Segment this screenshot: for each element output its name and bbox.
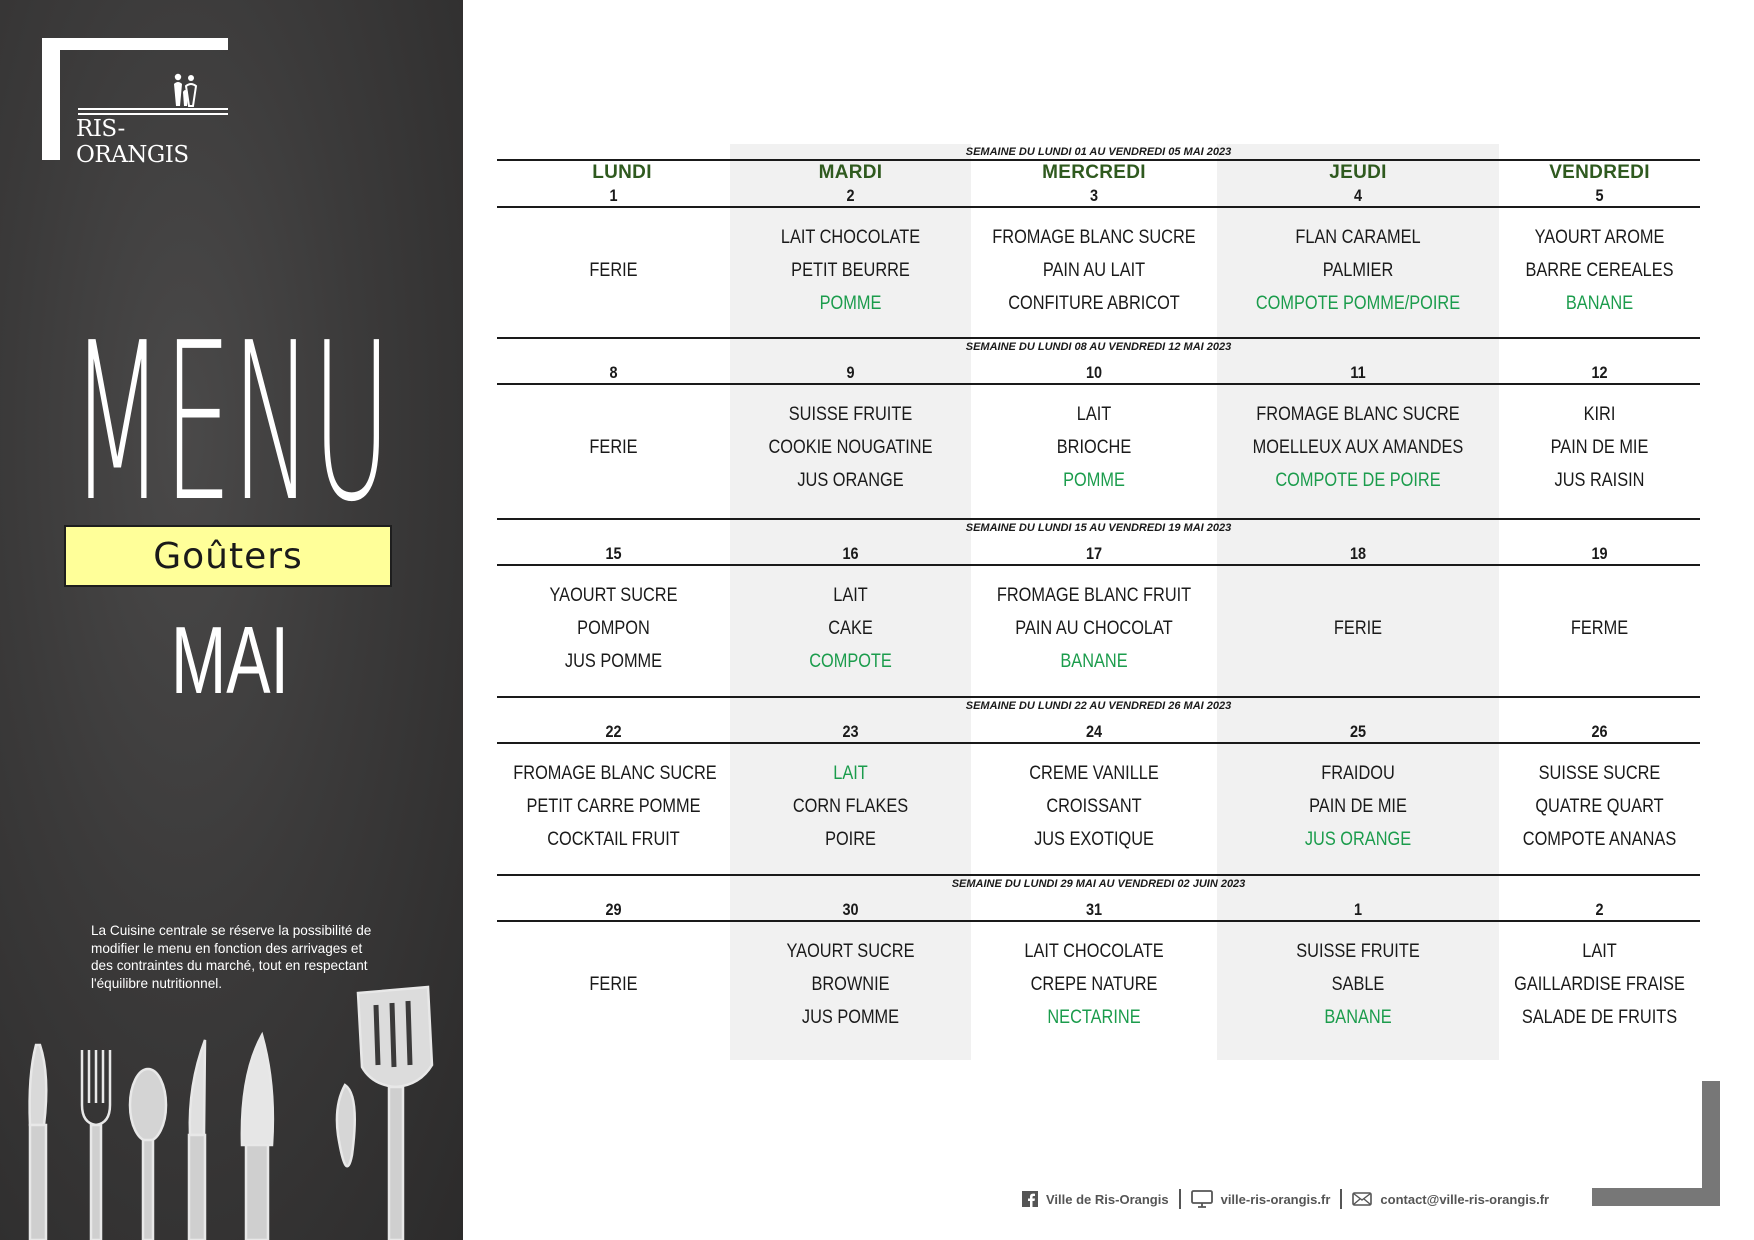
menu-item: BROWNIE <box>811 974 890 995</box>
menu-cell-mercredi <box>971 935 1217 1034</box>
footer-separator <box>1179 1189 1181 1209</box>
menu-item: YAOURT SUCRE <box>549 585 678 606</box>
date-mardi: 16 <box>842 544 859 563</box>
menu-item: BRIOCHE <box>1056 437 1132 458</box>
date-mercredi: 24 <box>1085 722 1103 741</box>
menu-item: CROISSANT <box>1046 796 1142 817</box>
date-lundi: 22 <box>605 722 622 741</box>
date-mercredi: 17 <box>1085 544 1103 563</box>
menu-item: JUS POMME <box>564 651 663 672</box>
footer-facebook[interactable] <box>1022 1191 1169 1207</box>
menu-title <box>66 290 396 520</box>
divider <box>497 518 1700 520</box>
menu-cell-jeudi <box>1217 935 1499 1034</box>
menu-item: CREME VANILLE <box>1029 763 1159 784</box>
menu-cell-mardi <box>730 221 971 320</box>
menu-item: CORN FLAKES <box>792 796 909 817</box>
email-text: contact@ville-ris-orangis.fr <box>1380 1191 1550 1207</box>
menu-item: CREPE NATURE <box>1030 974 1158 995</box>
menu-item: FROMAGE BLANC FRUIT <box>996 585 1192 606</box>
menu-item: GAILLARDISE FRAISE <box>1514 974 1685 995</box>
menu-item: FROMAGE BLANC SUCRE <box>992 227 1196 248</box>
date-vendredi: 19 <box>1591 544 1608 563</box>
month-title-text: MAI <box>171 607 289 705</box>
menu-item: SABLE <box>1331 974 1385 995</box>
menu-cell-mardi <box>730 398 971 497</box>
date-mardi: 30 <box>842 900 859 919</box>
menu-item: SUISSE FRUITE <box>788 404 913 425</box>
utensils-illustration <box>0 985 463 1240</box>
menu-cell-lundi <box>497 757 730 856</box>
day-header-mardi: MARDI <box>818 162 883 183</box>
menu-title-text: MENU <box>71 297 391 520</box>
facebook-text: Ville de Ris-Orangis <box>1046 1191 1169 1207</box>
menu-cell-mercredi <box>971 757 1217 856</box>
footer-email[interactable] <box>1352 1192 1549 1207</box>
website-text: ville-ris-orangis.fr <box>1220 1191 1331 1207</box>
menu-item: YAOURT SUCRE <box>786 941 915 962</box>
menu-item: PAIN DE MIE <box>1550 437 1649 458</box>
menu-item: KIRI <box>1583 404 1616 425</box>
footer-separator <box>1340 1189 1342 1209</box>
month-title <box>160 605 300 705</box>
menu-cell-jeudi <box>1217 221 1499 320</box>
menu-item: PAIN AU CHOCOLAT <box>1015 618 1173 639</box>
menu-item: FRAIDOU <box>1321 763 1395 784</box>
date-jeudi: 1 <box>1353 900 1363 919</box>
menu-cell-mercredi <box>971 221 1217 320</box>
menu-item: PAIN AU LAIT <box>1042 260 1146 281</box>
date-mercredi: 3 <box>1089 186 1099 205</box>
date-lundi: 1 <box>609 186 618 205</box>
menu-item: FERIE <box>1333 618 1383 639</box>
menu-item: YAOURT AROME <box>1534 227 1665 248</box>
menu-item: COMPOTE ANANAS <box>1522 829 1677 850</box>
date-vendredi: 5 <box>1595 186 1604 205</box>
date-jeudi: 18 <box>1349 544 1367 563</box>
menu-cell-vendredi <box>1499 935 1700 1034</box>
menu-item: COCKTAIL FRUIT <box>547 829 680 850</box>
menu-cell-vendredi <box>1499 757 1700 856</box>
menu-cell-lundi <box>497 254 730 287</box>
fruit-item: COMPOTE POMME/POIRE <box>1255 293 1461 314</box>
date-jeudi: 11 <box>1350 363 1366 382</box>
date-jeudi: 25 <box>1349 722 1367 741</box>
footer <box>1022 1187 1549 1211</box>
fruit-item: POMME <box>819 293 882 314</box>
menu-item: LAIT CHOCOLATE <box>1024 941 1164 962</box>
fruit-item: JUS ORANGE <box>1304 829 1412 850</box>
gouters-label: Goûters <box>64 525 392 587</box>
date-mardi: 2 <box>846 186 855 205</box>
menu-item: FLAN CARAMEL <box>1295 227 1421 248</box>
menu-cell-mardi <box>730 579 971 678</box>
menu-item: JUS RAISIN <box>1554 470 1645 491</box>
date-jeudi: 4 <box>1353 186 1363 205</box>
day-header-vendredi: VENDREDI <box>1549 162 1650 183</box>
menu-item: FERIE <box>589 437 638 458</box>
corner-bracket <box>1592 1081 1720 1206</box>
menu-item: JUS POMME <box>801 1007 900 1028</box>
week-label: SEMAINE DU LUNDI 01 AU VENDREDI 05 MAI 2023 <box>965 146 1232 158</box>
menu-item: PETIT CARRE POMME <box>526 796 701 817</box>
facebook-icon <box>1022 1191 1038 1207</box>
day-header-lundi: LUNDI <box>592 162 652 183</box>
menu-cell-jeudi <box>1217 398 1499 497</box>
menu-cell-mardi <box>730 935 971 1034</box>
logo-lines <box>78 108 228 110</box>
date-lundi: 8 <box>609 363 618 382</box>
menu-item: FERIE <box>589 260 638 281</box>
menu-cell-vendredi <box>1499 612 1700 645</box>
date-vendredi: 26 <box>1591 722 1608 741</box>
footer-website[interactable] <box>1191 1190 1331 1208</box>
monitor-icon <box>1191 1190 1213 1208</box>
menu-item: JUS EXOTIQUE <box>1034 829 1154 850</box>
date-vendredi: 12 <box>1591 363 1608 382</box>
menu-cell-mardi <box>730 757 971 856</box>
menu-item: POIRE <box>825 829 876 850</box>
menu-cell-mercredi <box>971 579 1217 678</box>
fruit-item: POMME <box>1063 470 1125 491</box>
divider <box>497 696 1700 698</box>
menu-cell-mercredi <box>971 398 1217 497</box>
menu-cell-jeudi <box>1217 757 1499 856</box>
menu-item: LAIT <box>1076 404 1112 425</box>
menu-item: CONFITURE ABRICOT <box>1008 293 1180 314</box>
week-label: SEMAINE DU LUNDI 22 AU VENDREDI 26 MAI 2023 <box>965 700 1232 712</box>
menu-item: LAIT CHOCOLATE <box>780 227 921 248</box>
date-mardi: 23 <box>842 722 859 741</box>
divider <box>497 742 1700 744</box>
fruit-item: BANANE <box>1060 651 1128 672</box>
menu-cell-vendredi <box>1499 398 1700 497</box>
menu-item: LAIT <box>1582 941 1617 962</box>
date-mercredi: 10 <box>1085 363 1103 382</box>
menu-item: LAIT <box>833 585 868 606</box>
date-mardi: 9 <box>846 363 855 382</box>
menu-item: PALMIER <box>1322 260 1394 281</box>
menu-item: FERIE <box>589 974 638 995</box>
menu-item: FROMAGE BLANC SUCRE <box>1256 404 1460 425</box>
divider <box>497 206 1700 208</box>
fruit-item: NECTARINE <box>1047 1007 1141 1028</box>
day-header-jeudi: JEUDI <box>1329 162 1387 183</box>
menu-item: PAIN DE MIE <box>1309 796 1407 817</box>
fruit-item: COMPOTE DE POIRE <box>1275 470 1441 491</box>
fruit-item: LAIT <box>833 763 868 784</box>
divider <box>497 564 1700 566</box>
logo-figures-icon <box>166 72 206 108</box>
divider <box>497 337 1700 339</box>
menu-item: COOKIE NOUGATINE <box>768 437 933 458</box>
menu-cell-lundi <box>497 579 730 678</box>
menu-item: JUS ORANGE <box>797 470 904 491</box>
menu-item: SALADE DE FRUITS <box>1521 1007 1678 1028</box>
date-mercredi: 31 <box>1085 900 1103 919</box>
menu-cell-lundi <box>497 968 730 1001</box>
day-header-mercredi: MERCREDI <box>1042 162 1146 183</box>
menu-cell-vendredi <box>1499 221 1700 320</box>
date-vendredi: 2 <box>1595 900 1604 919</box>
menu-item: SUISSE FRUITE <box>1296 941 1420 962</box>
fruit-item: BANANE <box>1565 293 1634 314</box>
mail-icon <box>1352 1192 1372 1206</box>
chalkboard-sidebar <box>0 0 463 1240</box>
menu-item: POMPON <box>577 618 650 639</box>
week-label: SEMAINE DU LUNDI 29 MAI AU VENDREDI 02 JUIN 2023 <box>951 878 1246 890</box>
menu-cell-lundi <box>497 431 730 464</box>
logo-text: RIS-ORANGIS <box>76 116 189 168</box>
date-lundi: 29 <box>605 900 622 919</box>
menu-item: CAKE <box>828 618 873 639</box>
menu-item: FROMAGE BLANC SUCRE <box>513 763 717 784</box>
divider <box>497 874 1700 876</box>
date-lundi: 15 <box>605 544 622 563</box>
fruit-item: BANANE <box>1324 1007 1392 1028</box>
menu-cell-jeudi <box>1217 612 1499 645</box>
fruit-item: COMPOTE <box>809 651 892 672</box>
menu-item: PETIT BEURRE <box>791 260 910 281</box>
week-label: SEMAINE DU LUNDI 08 AU VENDREDI 12 MAI 2023 <box>965 341 1232 353</box>
menu-item: BARRE CEREALES <box>1525 260 1674 281</box>
divider <box>497 383 1700 385</box>
menu-item: MOELLEUX AUX AMANDES <box>1252 437 1464 458</box>
menu-item: SUISSE SUCRE <box>1538 763 1661 784</box>
disclaimer-text: La Cuisine centrale se réserve la possibilité de modifier le menu en fonction des arrivages et des contraintes du marché, tout en respectant l'équilibre nutritionnel. <box>91 923 372 991</box>
divider <box>497 920 1700 922</box>
menu-item: FERME <box>1570 618 1629 639</box>
divider <box>497 159 1700 161</box>
ris-orangis-logo <box>76 70 236 168</box>
menu-item: QUATRE QUART <box>1535 796 1664 817</box>
week-label: SEMAINE DU LUNDI 15 AU VENDREDI 19 MAI 2023 <box>965 522 1232 534</box>
